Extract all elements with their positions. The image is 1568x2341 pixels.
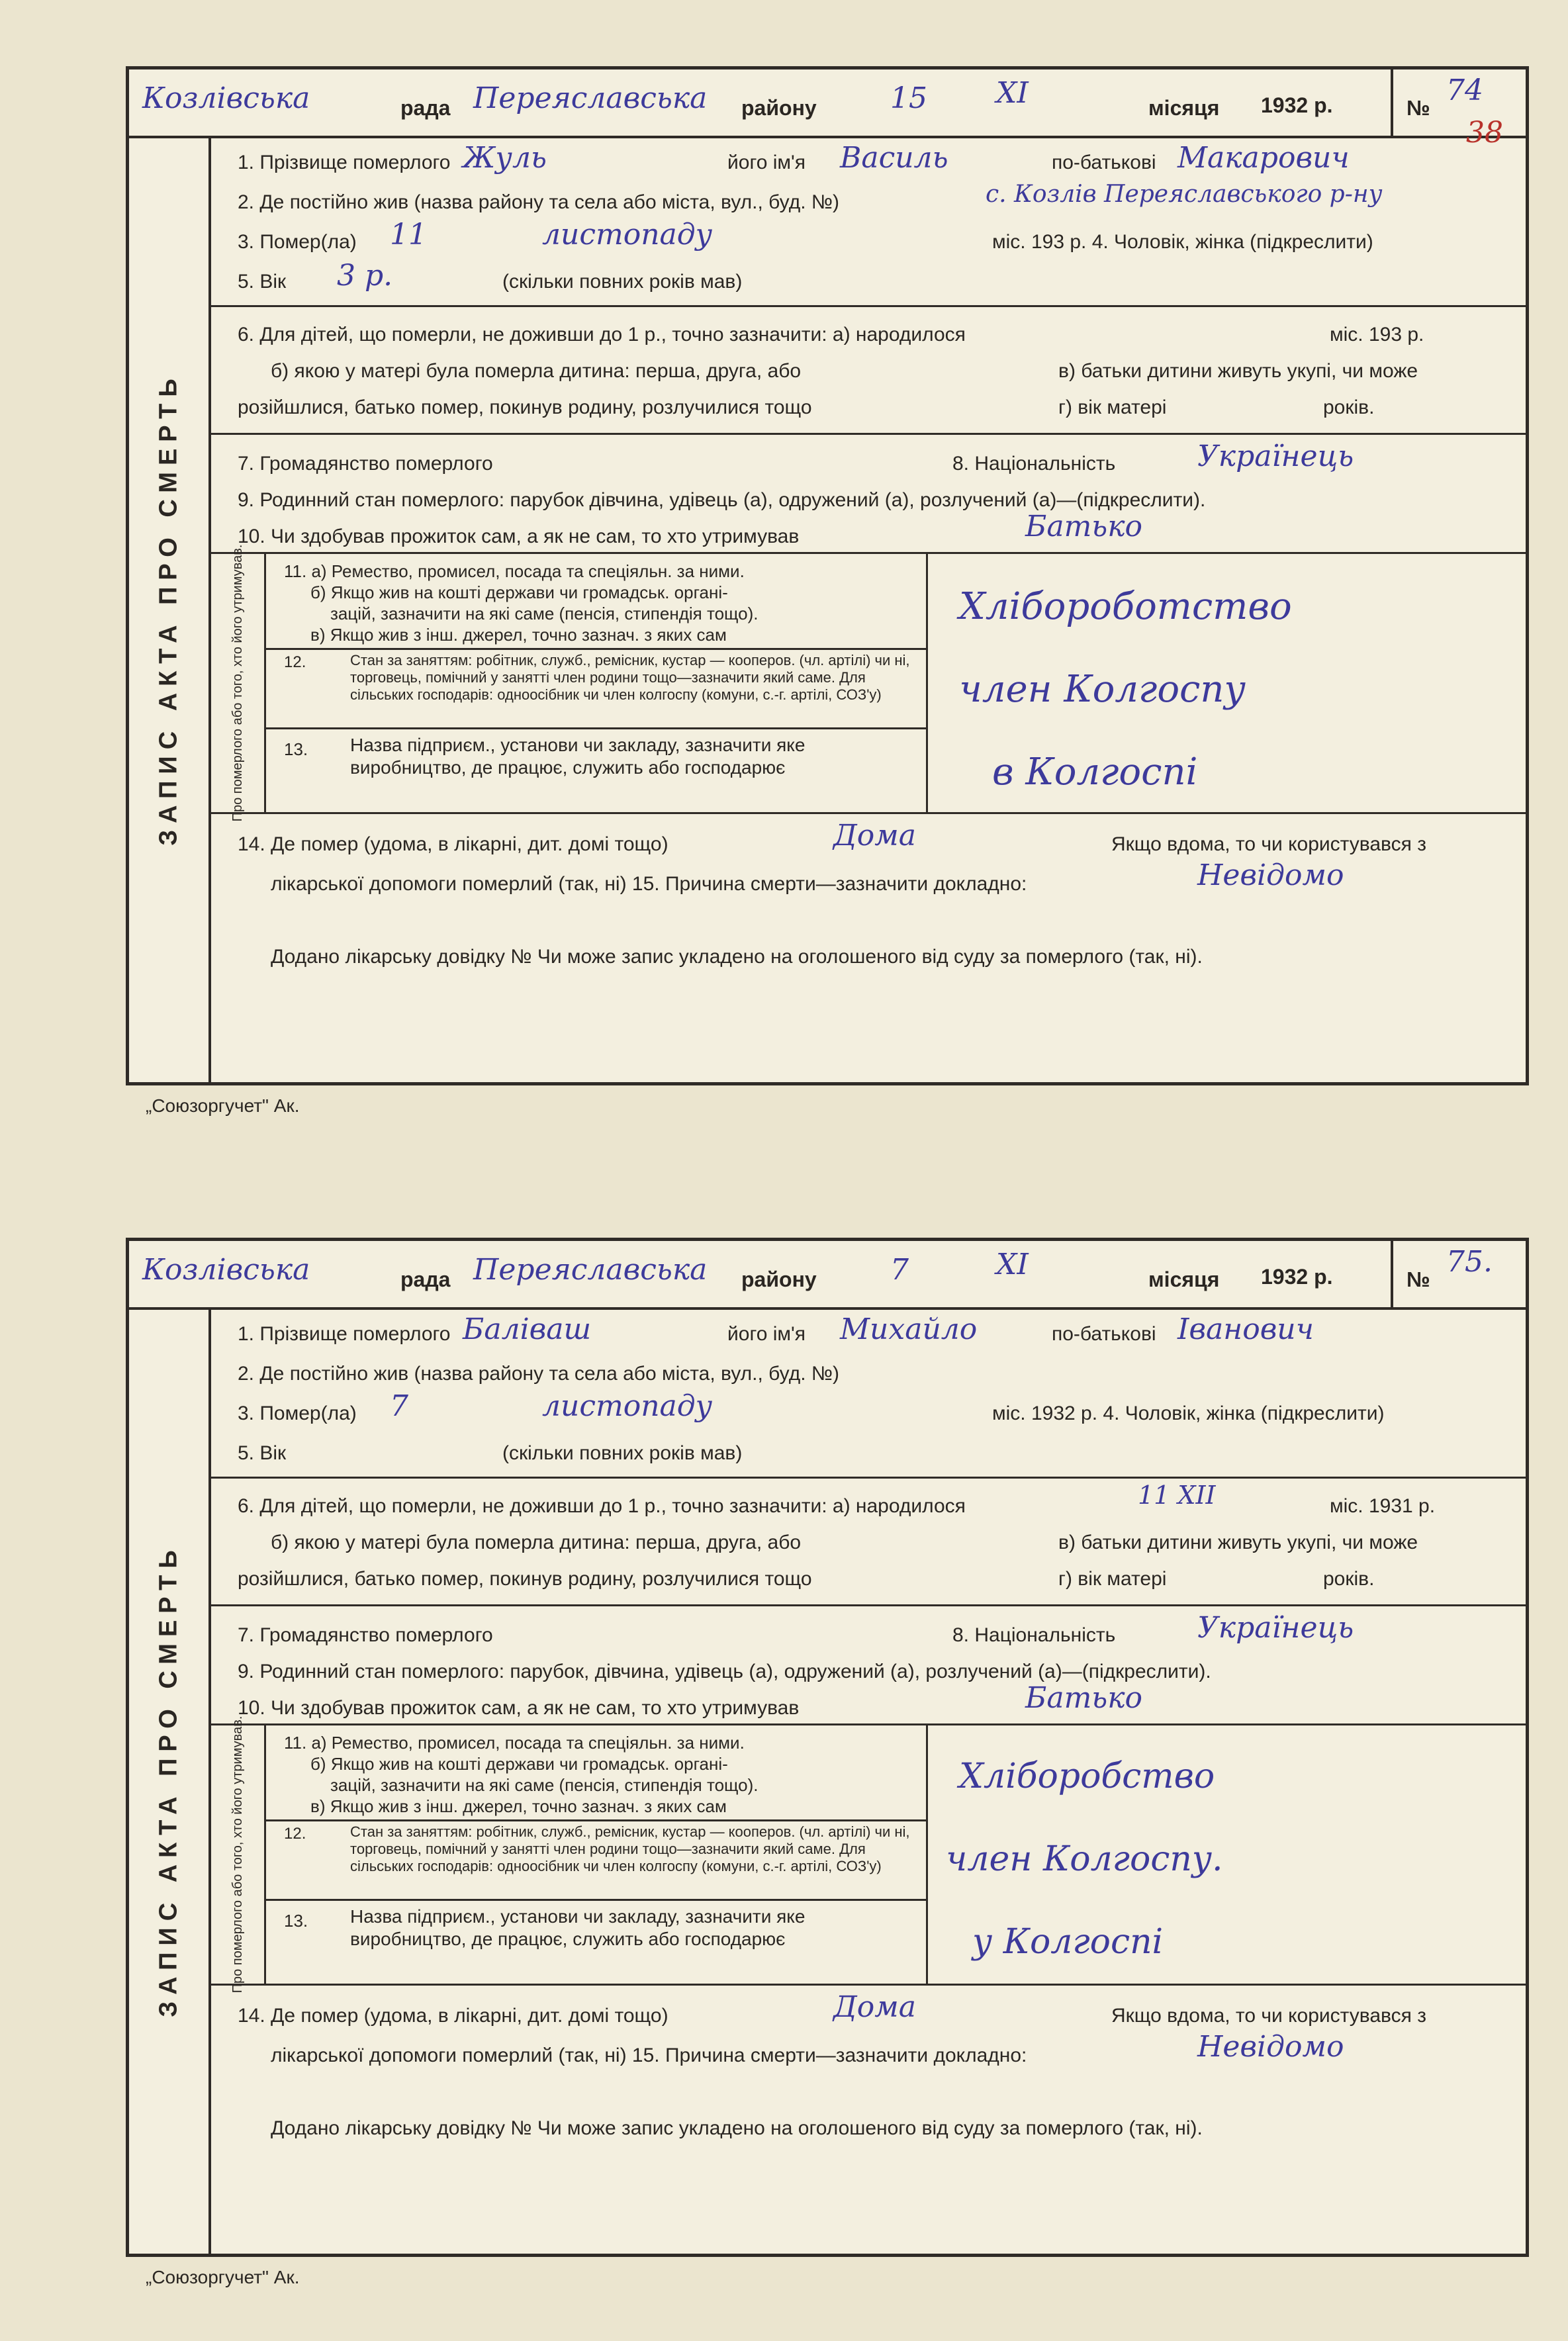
occupation-value: Хліборобство — [959, 1757, 1215, 1796]
year-label: 1932 р. — [1261, 93, 1333, 117]
surname-value: Баліваш — [463, 1312, 592, 1346]
rada-label: рада — [400, 96, 451, 120]
raion-label: району — [741, 1267, 817, 1291]
line-15: лікарської допомоги померлий (так, ні) 15. Причина смерти—зазначити докладно: Невідомо — [271, 2030, 1344, 2066]
occupation-side: Про померлого або того, хто його утримував. — [211, 554, 266, 812]
workplace-value: у Колгоспі — [972, 1922, 1164, 1962]
line-13-text: Назва підприєм., установи чи закладу, зазначити яке виробництво, де працює, служить або господарює — [350, 735, 806, 778]
line-9: 9. Родинний стан померлого: парубок, дівчина, удівець (а), одружений (а), розлучений (а)—(підкреслити). — [238, 1661, 1211, 1682]
line-3: 3. Помер(ла) 11 листопаду міс. 193 р. 4. Чоловік, жінка (підкреслити) — [238, 218, 1373, 253]
death-record-card-2 — [126, 1238, 1529, 2257]
line-10: 10. Чи здобував прожиток сам, а як не сам, то хто утримував Батько — [238, 1681, 1143, 1719]
line-2: 2. Де постійно жив (назва району та села або міста, вул., буд. №) — [238, 1363, 840, 1385]
death-day: 7 — [390, 1389, 408, 1423]
vertical-title: ЗАПИС АКТА ПРО СМЕРТЬ — [129, 136, 211, 1082]
district-name: Переяславська — [473, 81, 708, 115]
line-12-text: Стан за заняттям: робітник, служб., ремісник, кустар — кооперов. (чл. артілі) чи ні, торговець, помічний у занятті член родини тощо—зазначити який саме. Для сільських господарів: одноосібник чи член колгоспу (комуни, с.-г. артілі, СОЗ'у) — [350, 652, 910, 703]
nationality-value: Українець — [1197, 1611, 1354, 1645]
line-14: 14. Де помер (удома, в лікарні, дит. домі тощо) Дома Якщо вдома, то чи користувався з — [238, 1990, 1426, 2027]
line-2: 2. Де постійно жив (назва району та села або міста, вул., буд. №) с. Козлів Переяславського р-ну — [238, 181, 1383, 213]
printer-mark-2: „Союзоргучет" Ак. — [146, 2267, 300, 2287]
status-value: член Колгоспу — [959, 668, 1246, 711]
line-12-text: Стан за заняттям: робітник, служб., ремісник, кустар — кооперов. (чл. артілі) чи ні, торговець, помічний у занятті член родини тощо—зазначити який саме. Для сільських господарів: одноосібник чи член колгоспу (комуни, с.-г. артілі, СОЗ'у) — [350, 1823, 910, 1874]
place-of-death-value: Дома — [833, 1990, 916, 2024]
line-1: 1. Прізвище померлого Жуль його ім'я Василь по-батькові Макарович — [238, 141, 1350, 175]
printer-mark-1: „Союзоргучет" Ак. — [146, 1095, 300, 1116]
record-number-box — [1391, 1241, 1526, 1307]
supporter-value: Батько — [1025, 510, 1143, 543]
patronymic-value: Макарович — [1177, 141, 1350, 175]
age-value: 3 р. — [337, 259, 393, 293]
residence-value: с. Козлів Переяславського р-ну — [986, 181, 1383, 208]
line-5: 5. Вік 3 р. (скільки повних років мав) — [238, 259, 743, 293]
line-7: 7. Громадянство померлого 8. Національність Українець — [238, 1611, 1354, 1646]
place-of-death-value: Дома — [833, 819, 916, 852]
line-6b: б) якою у матері була померла дитина: перша, друга, або в) батьки дитини живуть укупі, чи може — [271, 1532, 1418, 1553]
line-16: Додано лікарську довідку № Чи може запис укладено на оголошеного від суду за померлого (так, ні). — [271, 2117, 1203, 2139]
council-name: Козлівська — [142, 81, 310, 115]
death-month: листопаду — [542, 1389, 713, 1423]
misyatsia-label: місяця — [1148, 1267, 1220, 1291]
card-body — [211, 1310, 1526, 2254]
record-number-red: 38 — [1466, 116, 1503, 150]
line-6c: розійшлися, батько помер, покинув родину, розлучилися тощо г) вік матері років. — [238, 396, 1375, 418]
number-sign: № — [1407, 1267, 1430, 1291]
workplace-value: в Колгоспі — [992, 751, 1198, 794]
birth-date-value: 11 XII — [1138, 1481, 1216, 1510]
record-number-box — [1391, 69, 1526, 150]
name-value: Михайло — [840, 1312, 978, 1346]
occupation-side: Про померлого або того, хто його утримував. — [211, 1725, 266, 1984]
year-label: 1932 р. — [1261, 1265, 1333, 1289]
supporter-value: Батько — [1025, 1681, 1143, 1715]
death-day: 11 — [390, 218, 427, 252]
record-number: 75. — [1446, 1245, 1493, 1279]
header-day: 15 — [890, 81, 927, 115]
card-body — [211, 138, 1526, 1082]
occupation-block: 11. а) Ремество, промисел, посада та спеціяльн. за ними. б) Якщо жив на коштi держави чи громадськ. органі- зацій, зазначити на які саме (пенсія, стипендія тощо). в) Якщо жив з інш. джерел, точно зазнач. з яких сам 12. Стан за заняттям: робітник, служб., ремісник, кустар — кооперов. (чл. артілі) чи ні, торговець, помічний у занятті член родини тощо—зазначити який саме. Для сільських господарів: одноосібник чи член колгоспу (комуни, с.-г. артілі, СОЗ'у) 13. Назва підприєм., установи чи закладу, зазначити яке виробництво, де працює, служить або господарює — [264, 554, 928, 812]
death-record-card-1 — [126, 66, 1529, 1085]
header-day: 7 — [890, 1253, 909, 1287]
status-value: член Колгоспу. — [946, 1839, 1223, 1879]
nationality-value: Українець — [1197, 439, 1354, 473]
misyatsia-label: місяця — [1148, 96, 1220, 120]
number-sign: № — [1407, 96, 1430, 120]
surname-value: Жуль — [463, 141, 547, 175]
raion-label: району — [741, 96, 817, 120]
line-13-text: Назва підприєм., установи чи закладу, зазначити яке виробництво, де працює, служить або господарює — [350, 1906, 806, 1949]
district-name: Переяславська — [473, 1253, 708, 1287]
line-1: 1. Прізвище померлого Баліваш його ім'я Михайло по-батькові Іванович — [238, 1312, 1314, 1346]
header-month: XI — [996, 1248, 1029, 1281]
name-value: Василь — [840, 141, 948, 175]
occupation-block: 11. а) Ремество, промисел, посада та спеціяльн. за ними. б) Якщо жив на коштi держави чи громадськ. органі- зацій, зазначити на які саме (пенсія, стипендія тощо). в) Якщо жив з інш. джерел, точно зазнач. з яких сам 12. Стан за заняттям: робітник, служб., ремісник, кустар — кооперов. (чл. артілі) чи ні, торговець, помічний у занятті член родини тощо—зазначити який саме. Для сільських господарів: одноосібник чи член колгоспу (комуни, с.-г. артілі, СОЗ'у) 13. Назва підприєм., установи чи закладу, зазначити яке виробництво, де працює, служить або господарює — [264, 1725, 928, 1984]
card-header — [129, 1241, 1526, 1310]
death-month: листопаду — [542, 218, 713, 252]
line-14: 14. Де помер (удома, в лікарні, дит. домі тощо) Дома Якщо вдома, то чи користувався з — [238, 819, 1426, 855]
rada-label: рада — [400, 1267, 451, 1291]
line-15: лікарської допомоги померлий (так, ні) 15. Причина смерти—зазначити докладно: Невідомо — [271, 858, 1344, 895]
record-number: 74 — [1446, 73, 1483, 107]
line-6a: 6. Для дітей, що померли, не доживши до 1 р., точно зазначити: а) народилося 11 XII міс. 1931 р. — [238, 1481, 1436, 1517]
vertical-title: ЗАПИС АКТА ПРО СМЕРТЬ — [129, 1307, 211, 2254]
line-7: 7. Громадянство померлого 8. Національність Українець — [238, 439, 1354, 475]
line-9: 9. Родинний стан померлого: парубок дівчина, удівець (а), одружений (а), розлучений (а)—(підкреслити). — [238, 489, 1206, 511]
patronymic-value: Іванович — [1177, 1312, 1314, 1346]
line-3: 3. Помер(ла) 7 листопаду міс. 1932 р. 4. Чоловік, жінка (підкреслити) — [238, 1389, 1385, 1424]
line-5: 5. Вік (скільки повних років мав) — [238, 1442, 743, 1464]
line-10: 10. Чи здобував прожиток сам, а як не сам, то хто утримував Батько — [238, 510, 1143, 547]
line-6b: б) якою у матері була померла дитина: перша, друга, або в) батьки дитини живуть укупі, чи може — [271, 360, 1418, 382]
occupation-value: Хлібороботство — [959, 585, 1292, 628]
line-6c: розійшлися, батько помер, покинув родину, розлучилися тощо г) вік матері років. — [238, 1568, 1375, 1590]
line-16: Додано лікарську довідку № Чи може запис укладено на оголошеного від суду за померлого (так, ні). — [271, 946, 1203, 968]
council-name: Козлівська — [142, 1253, 310, 1287]
card-header — [129, 69, 1526, 150]
cause-of-death-value: Невідомо — [1197, 2030, 1344, 2064]
header-month: XI — [996, 76, 1029, 110]
cause-of-death-value: Невідомо — [1197, 858, 1344, 892]
line-6a: 6. Для дітей, що померли, не доживши до 1 р., точно зазначити: а) народилося міс. 193 р. — [238, 324, 1424, 345]
